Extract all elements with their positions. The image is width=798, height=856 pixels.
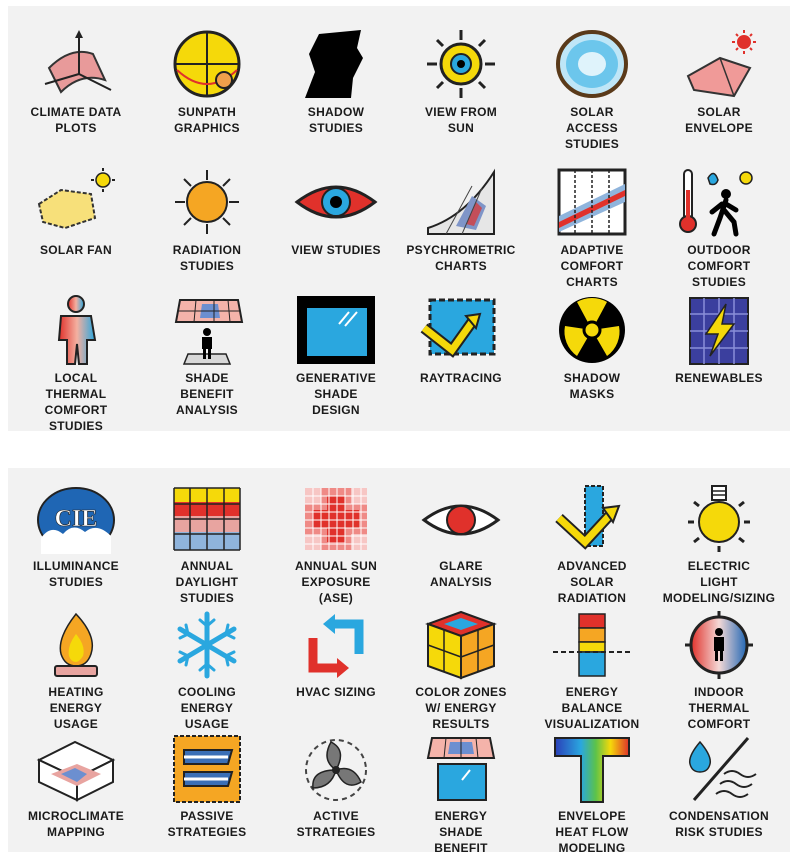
tile-label: MICROCLIMATE MAPPING — [27, 809, 125, 839]
tile-label: RAYTRACING — [420, 371, 502, 385]
indoor-comfort-icon — [674, 610, 764, 680]
raytracing-icon — [416, 294, 506, 366]
sunpath-icon — [162, 28, 252, 100]
tile-label: SUNPATH GRAPHICS — [174, 105, 240, 135]
tile-label: PASSIVE STRATEGIES — [167, 809, 247, 839]
solar-access-icon — [547, 28, 637, 100]
tile-label: RADIATION STUDIES — [172, 243, 242, 273]
tile-label: ENVELOPE HEAT FLOW MODELING — [555, 809, 629, 855]
solar-envelope-icon — [674, 28, 764, 100]
snowflake-icon — [162, 610, 252, 680]
tile-label: HEATING ENERGY USAGE — [48, 685, 104, 731]
tile-label: SHADOW MASKS — [563, 371, 621, 401]
tile-glare-analysis[interactable] — [395, 484, 527, 590]
glare-eye-icon — [416, 484, 506, 554]
tile-sunpath[interactable] — [141, 28, 273, 136]
tile-psychrometric[interactable] — [395, 166, 527, 274]
tile-local-thermal-comfort[interactable] — [10, 294, 142, 434]
tile-label: SOLAR ACCESS STUDIES — [564, 105, 620, 151]
shadow-mask-icon — [547, 294, 637, 366]
eye-icon — [291, 166, 381, 238]
ase-grid-icon — [291, 484, 381, 554]
tile-shadow-studies[interactable] — [270, 28, 402, 136]
tile-solar-envelope[interactable] — [653, 28, 785, 136]
tile-label: CLIMATE DATA PLOTS — [30, 105, 122, 135]
tile-label: COOLING ENERGY USAGE — [177, 685, 237, 731]
heat-flow-icon — [547, 734, 637, 804]
tile-label: PSYCHROMETRIC CHARTS — [406, 243, 516, 273]
energy-balance-icon — [547, 610, 637, 680]
tile-hvac-sizing[interactable] — [270, 610, 402, 700]
passive-strategies-icon — [162, 734, 252, 804]
hvac-arrows-icon — [291, 610, 381, 680]
tile-color-zones[interactable] — [395, 610, 527, 732]
bottom-icon-panel — [8, 468, 790, 855]
tile-annual-daylight[interactable] — [141, 484, 273, 606]
tile-renewables[interactable] — [653, 294, 785, 386]
tile-view-studies[interactable] — [270, 166, 402, 258]
light-bulb-icon — [674, 484, 764, 554]
tile-label: ILLUMINANCE STUDIES — [33, 559, 119, 589]
fan-icon — [291, 734, 381, 804]
generative-shade-icon — [291, 294, 381, 366]
renewables-icon — [674, 294, 764, 366]
condensation-icon — [674, 734, 764, 804]
tile-label: COLOR ZONES W/ ENERGY RESULTS — [415, 685, 507, 731]
tile-label: INDOOR THERMAL COMFORT — [687, 685, 751, 731]
tile-generative-shade[interactable] — [270, 294, 402, 418]
tile-shadow-masks[interactable] — [526, 294, 658, 402]
solar-fan-icon — [31, 166, 121, 238]
climate-data-plots-icon — [31, 28, 121, 100]
tile-outdoor-comfort[interactable] — [653, 166, 785, 290]
tile-label: ADAPTIVE COMFORT CHARTS — [560, 243, 624, 289]
tile-energy-shade-benefit[interactable] — [395, 734, 527, 856]
tile-label: OUTDOOR COMFORT STUDIES — [687, 243, 751, 289]
tile-label: ANNUAL SUN EXPOSURE (ASE) — [294, 559, 378, 605]
tile-illuminance-studies[interactable] — [10, 484, 142, 590]
tile-label: ENERGY BALANCE VISUALIZATION — [544, 685, 640, 731]
psychrometric-icon — [416, 166, 506, 238]
tile-label: VIEW FROM SUN — [424, 105, 498, 135]
tile-raytracing[interactable] — [395, 294, 527, 386]
shade-benefit-icon — [162, 294, 252, 366]
outdoor-comfort-icon — [674, 166, 764, 238]
tile-microclimate-mapping[interactable] — [10, 734, 142, 840]
tile-passive-strategies[interactable] — [141, 734, 273, 840]
tile-shade-benefit[interactable] — [141, 294, 273, 418]
tile-label: HVAC SIZING — [296, 685, 376, 699]
tile-electric-light[interactable] — [653, 484, 785, 606]
tile-condensation-risk[interactable] — [653, 734, 785, 840]
tile-label: ANNUAL DAYLIGHT STUDIES — [175, 559, 239, 605]
tile-solar-fan[interactable] — [10, 166, 142, 258]
color-zones-icon — [416, 610, 506, 680]
thermal-body-icon — [31, 294, 121, 366]
tile-indoor-thermal-comfort[interactable] — [653, 610, 785, 732]
tile-label: ENERGY SHADE BENEFIT — [434, 809, 488, 855]
tile-solar-access[interactable] — [526, 28, 658, 152]
tile-advanced-solar-radiation[interactable] — [526, 484, 658, 606]
advanced-radiation-icon — [547, 484, 637, 554]
tile-label: SHADOW STUDIES — [307, 105, 365, 135]
adaptive-comfort-icon — [547, 166, 637, 238]
tile-cooling-energy[interactable] — [141, 610, 273, 732]
tile-energy-balance[interactable] — [526, 610, 658, 732]
tile-label: SOLAR FAN — [39, 243, 113, 257]
tile-envelope-heat-flow[interactable] — [526, 734, 658, 856]
tile-label: ADVANCED SOLAR RADIATION — [557, 559, 627, 605]
shadow-icon — [291, 28, 381, 100]
tile-climate-data-plots[interactable] — [10, 28, 142, 136]
tile-label: RENEWABLES — [675, 371, 763, 385]
top-icon-panel — [8, 6, 790, 431]
cie-sky-icon — [31, 484, 121, 554]
tile-heating-energy[interactable] — [10, 610, 142, 732]
tile-view-from-sun[interactable] — [395, 28, 527, 136]
tile-label: SHADE BENEFIT ANALYSIS — [176, 371, 238, 417]
tile-label: VIEW STUDIES — [291, 243, 381, 257]
tile-annual-sun-exposure[interactable] — [270, 484, 402, 606]
tile-label: ELECTRIC LIGHT MODELING/SIZING — [662, 559, 776, 605]
energy-shade-icon — [416, 734, 506, 804]
microclimate-icon — [31, 734, 121, 804]
view-from-sun-icon — [416, 28, 506, 100]
tile-label: LOCAL THERMAL COMFORT STUDIES — [44, 371, 108, 433]
annual-daylight-icon — [162, 484, 252, 554]
tile-label: CONDENSATION RISK STUDIES — [668, 809, 770, 839]
tile-radiation-studies[interactable] — [141, 166, 273, 274]
flame-icon — [31, 610, 121, 680]
radiation-icon — [162, 166, 252, 238]
tile-adaptive-comfort[interactable] — [526, 166, 658, 290]
cie-sky-text: CIE — [54, 506, 98, 532]
tile-label: ACTIVE STRATEGIES — [296, 809, 376, 839]
tile-label: GLARE ANALYSIS — [430, 559, 492, 589]
tile-active-strategies[interactable] — [270, 734, 402, 840]
tile-label: GENERATIVE SHADE DESIGN — [295, 371, 377, 417]
tile-label: SOLAR ENVELOPE — [685, 105, 753, 135]
